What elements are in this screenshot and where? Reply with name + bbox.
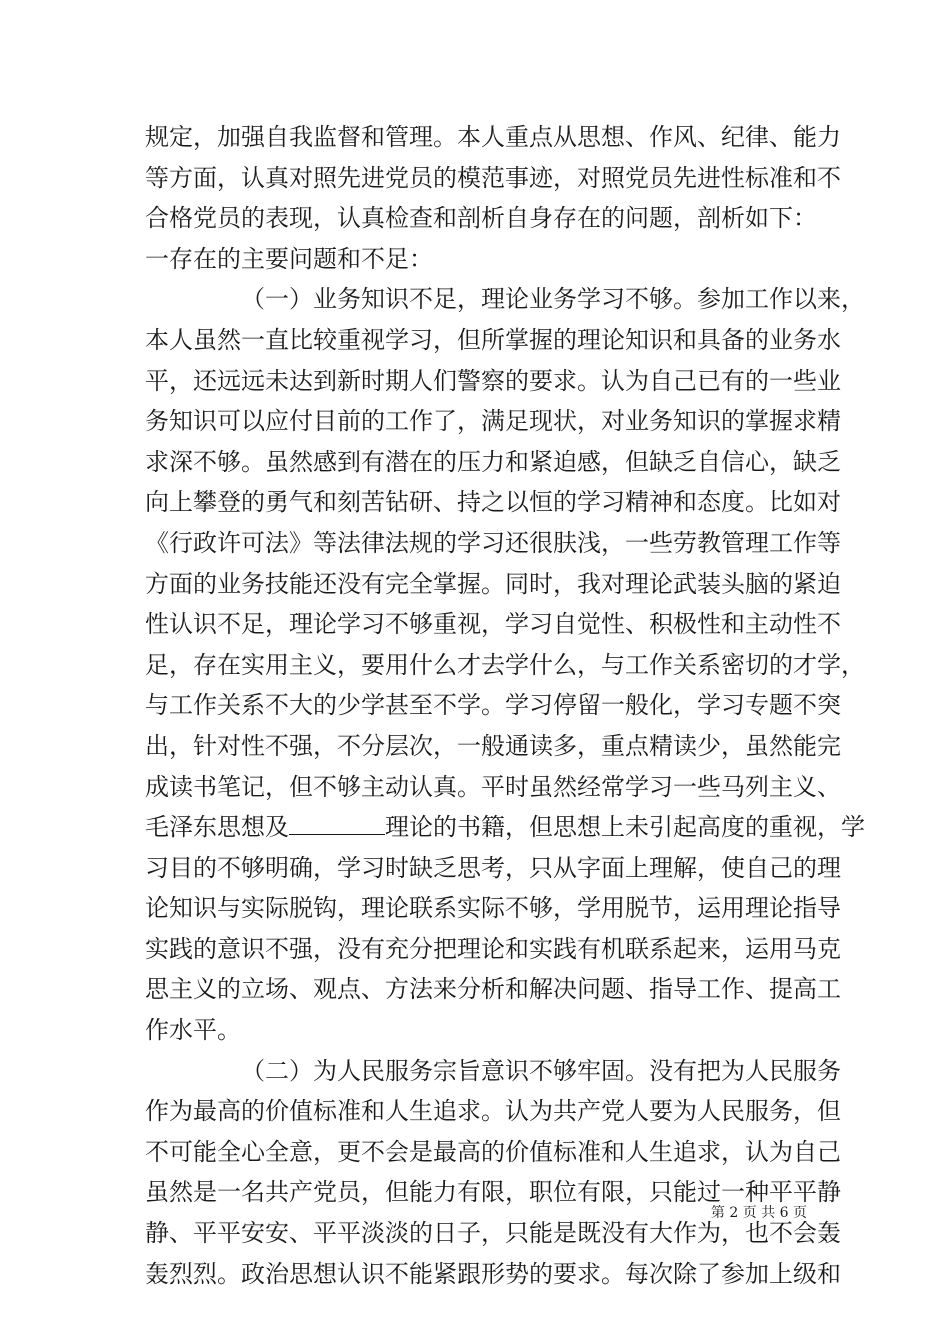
section-heading bbox=[145, 239, 825, 280]
page-number-footer: 第 2 页 共 6 页 bbox=[710, 1205, 807, 1221]
section-2-paragraph bbox=[145, 1051, 841, 1295]
text-line: 《行政许可法》等法律法规的学习还很肤浅，一些劳教管理工作等 bbox=[145, 528, 841, 557]
text-line: 论知识与实际脱钩，理论联系实际不够，学用脱节，运用理论指导 bbox=[145, 894, 841, 923]
text-line: 作为最高的价值标准和人生追求。认为共产党人要为人民服务，但 bbox=[145, 1097, 841, 1126]
text-line: 求深不够。虽然感到有潜在的压力和紧迫感，但缺乏自信心，缺乏 bbox=[145, 447, 841, 476]
text-line: 成读书笔记，但不够主动认真。平时虽然经常学习一些马列主义、 bbox=[145, 772, 841, 801]
text-line: 出，针对性不强，不分层次，一般通读多，重点精读少，虽然能完 bbox=[145, 731, 841, 760]
text-line: 平，还远远未达到新时期人们警察的要求。认为自己已有的一些业 bbox=[145, 366, 841, 395]
text-line: 合格党员的表现，认真检查和剖析自身存在的问题，剖析如下： bbox=[145, 204, 817, 233]
text-line: 思主义的立场、观点、方法来分析和解决问题、指导工作、提高工 bbox=[145, 975, 841, 1004]
text-line: 规定，加强自我监督和管理。本人重点从思想、作风、纪律、能力 bbox=[145, 123, 841, 151]
text-line: （一）业务知识不足，理论业务学习不够。参加工作以来， bbox=[241, 285, 865, 314]
text-line: 性认识不足，理论学习不够重视，学习自觉性、积极性和主动性不 bbox=[145, 610, 841, 639]
text-line: 向上攀登的勇气和刻苦钻研、持之以恒的学习精神和态度。比如对 bbox=[145, 488, 841, 517]
text-line: 实践的意识不强，没有充分把理论和实践有机联系起来，运用马克 bbox=[145, 934, 841, 963]
text-line: 作水平。 bbox=[145, 1016, 241, 1045]
text-line: 静、平平安安、平平淡淡的日子，只能是既没有大作为，也不会轰 bbox=[145, 1219, 841, 1248]
heading-text: 一存在的主要问题和不足： bbox=[145, 244, 433, 273]
text-line: 本人虽然一直比较重视学习，但所掌握的理论知识和具备的业务水 bbox=[145, 325, 841, 354]
text-line: 等方面，认真对照先进党员的模范事迹，对照党员先进性标准和不 bbox=[145, 163, 841, 192]
text-before-blank: 毛泽东思想及 bbox=[145, 813, 289, 842]
text-line: 不可能全心全意，更不会是最高的价值标准和人生追求，认为自己 bbox=[145, 1137, 841, 1166]
text-line: 习目的不够明确，学习时缺乏思考，只从字面上理解，使自己的理 bbox=[145, 853, 841, 882]
fill-in-blank bbox=[289, 814, 385, 835]
text-line: 虽然是一名共产党员，但能力有限，职位有限，只能过一种平平静 bbox=[145, 1178, 841, 1207]
text-line: 轰烈烈。政治思想认识不能紧跟形势的要求。每次除了参加上级和 bbox=[145, 1259, 841, 1288]
document-body bbox=[145, 117, 865, 1294]
text-line: （二）为人民服务宗旨意识不够牢固。没有把为人民服务 bbox=[241, 1056, 841, 1085]
text-line: 务知识可以应付目前的工作了，满足现状，对业务知识的掌握求精 bbox=[145, 407, 841, 436]
intro-paragraph bbox=[145, 117, 841, 239]
section-1-paragraph bbox=[145, 279, 865, 1050]
text-line-with-blank bbox=[145, 807, 865, 848]
text-after-blank: 理论的书籍，但思想上未引起高度的重视，学 bbox=[385, 813, 865, 842]
text-line: 与工作关系不大的少学甚至不学。学习停留一般化，学习专题不突 bbox=[145, 691, 841, 720]
text-line: 方面的业务技能还没有完全掌握。同时，我对理论武装头脑的紧迫 bbox=[145, 569, 841, 598]
text-line: 足，存在实用主义，要用什么才去学什么，与工作关系密切的才学， bbox=[145, 650, 865, 679]
